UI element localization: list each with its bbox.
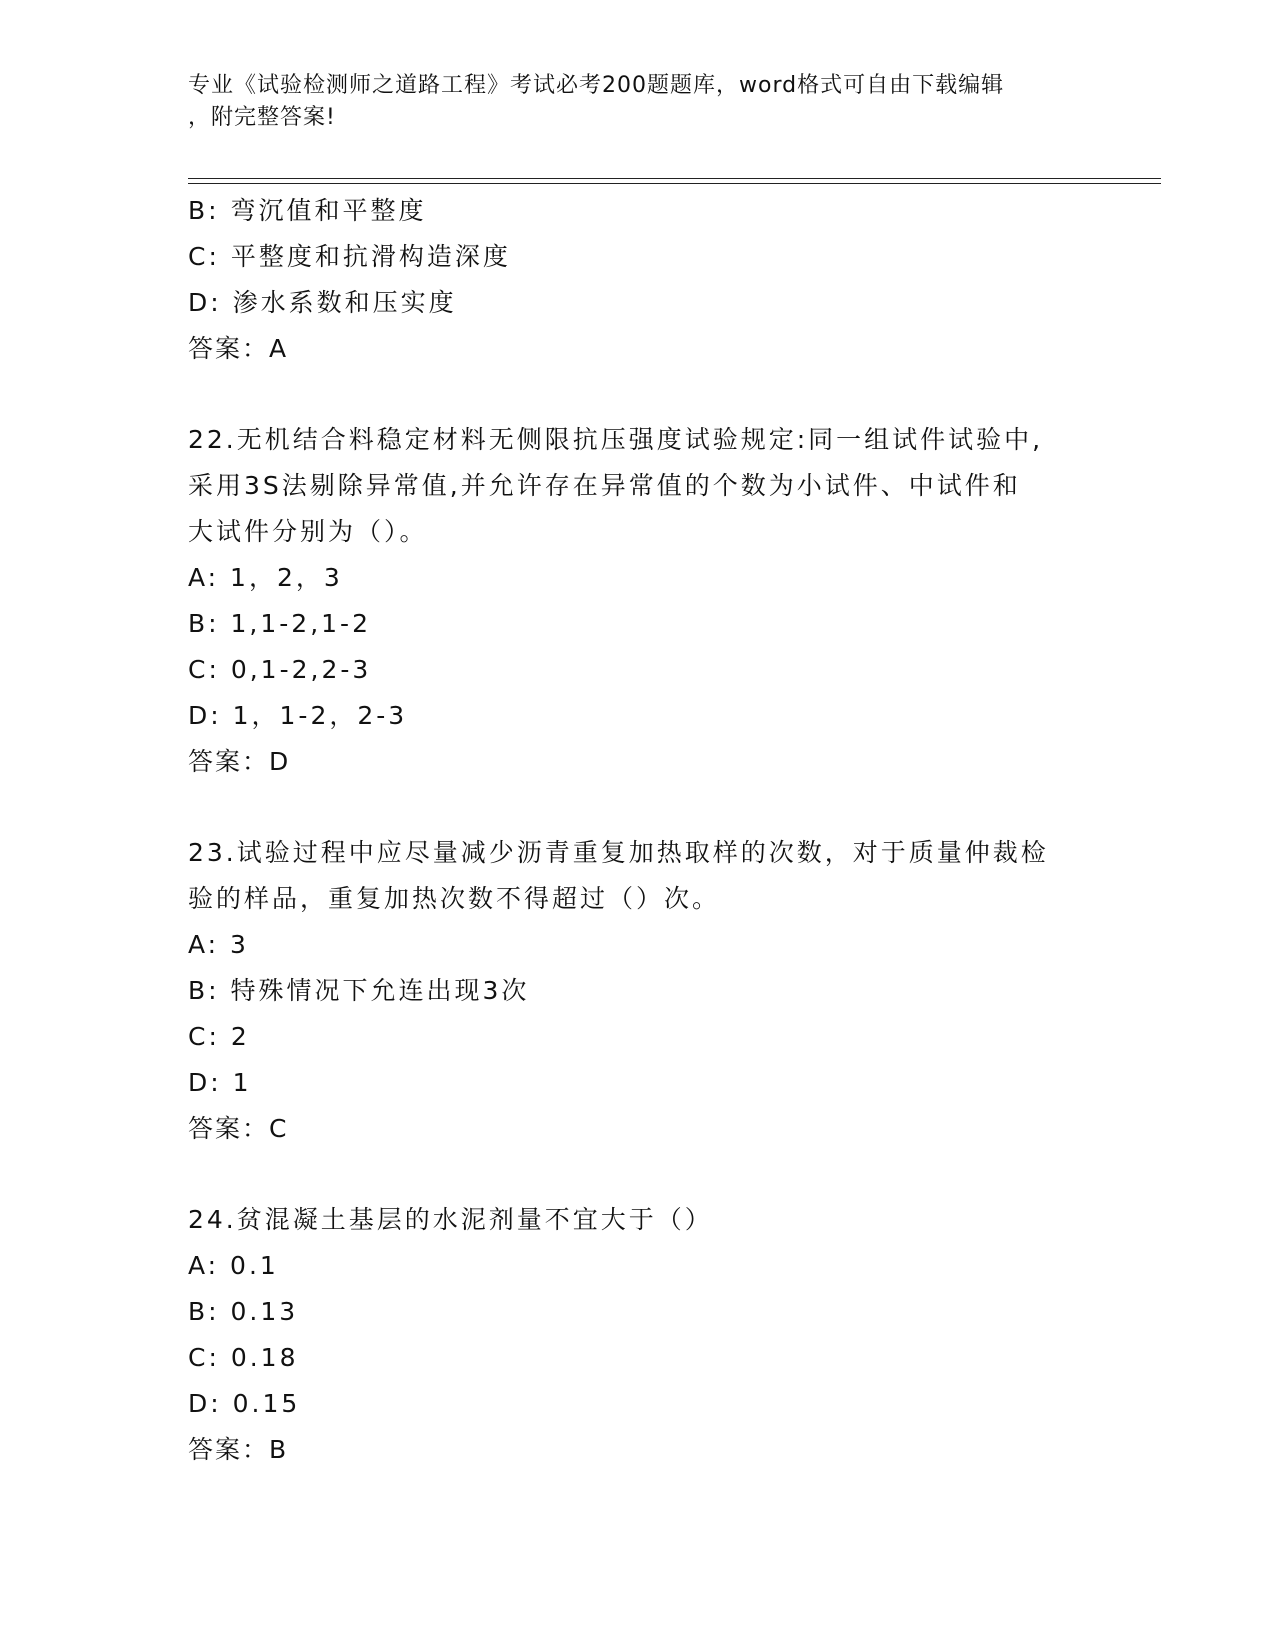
question-23 [188, 830, 1088, 1152]
option-c: C: 平整度和抗滑构造深度 [188, 242, 511, 271]
spacer [188, 1152, 1088, 1197]
answer: 答案：C [188, 1114, 289, 1143]
option-a: A: 1，2，3 [188, 563, 343, 592]
option-b: B: 弯沉值和平整度 [188, 196, 427, 225]
option-c: C: 0.18 [188, 1343, 299, 1372]
question-22 [188, 417, 1088, 785]
question-21 [188, 188, 1088, 372]
option-b: B: 1,1-2,1-2 [188, 609, 371, 638]
question-24 [188, 1197, 1088, 1473]
question-stem-line: 验的样品，重复加热次数不得超过（）次。 [188, 884, 721, 913]
spacer [188, 785, 1088, 830]
header-divider-top [188, 178, 1161, 179]
answer: 答案：B [188, 1435, 289, 1464]
question-stem-line: 24.贫混凝土基层的水泥剂量不宜大于（） [188, 1205, 713, 1234]
header-divider-bottom [188, 183, 1161, 184]
option-b: B: 特殊情况下允连出现3次 [188, 976, 530, 1005]
option-d: D: 1 [188, 1068, 252, 1097]
option-c: C: 2 [188, 1022, 250, 1051]
spacer [188, 372, 1088, 417]
answer: 答案：A [188, 334, 289, 363]
header-line-1: 专业《试验检测师之道路工程》考试必考200题题库，word格式可自由下载编辑 [188, 73, 1005, 98]
question-stem-line: 大试件分别为（）。 [188, 517, 428, 546]
option-a: A: 0.1 [188, 1251, 279, 1280]
option-c: C: 0,1-2,2-3 [188, 655, 372, 684]
question-stem-line: 22.无机结合料稳定材料无侧限抗压强度试验规定:同一组试件试验中, [188, 425, 1044, 454]
document-header [188, 70, 1088, 134]
header-line-2: ，附完整答案! [188, 105, 336, 130]
option-d: D: 渗水系数和压实度 [188, 288, 457, 317]
question-stem-line: 采用3S法剔除异常值,并允许存在异常值的个数为小试件、中试件和 [188, 471, 1021, 500]
question-stem-line: 23.试验过程中应尽量减少沥青重复加热取样的次数，对于质量仲裁检 [188, 838, 1049, 867]
answer: 答案：D [188, 747, 291, 776]
question-list [188, 188, 1088, 1473]
option-d: D: 0.15 [188, 1389, 301, 1418]
option-b: B: 0.13 [188, 1297, 299, 1326]
option-d: D: 1，1-2，2-3 [188, 701, 408, 730]
option-a: A: 3 [188, 930, 249, 959]
